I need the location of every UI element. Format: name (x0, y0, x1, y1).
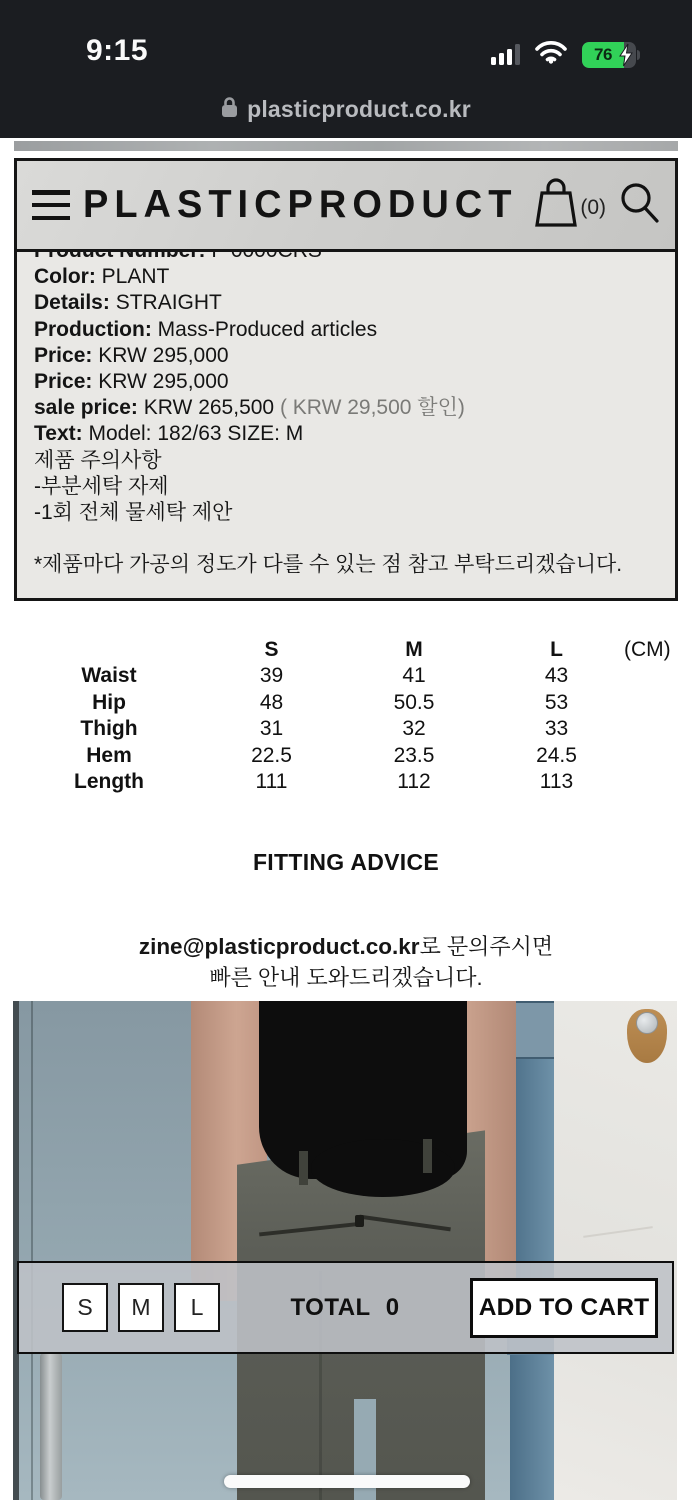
photo-door-handle (40, 1353, 62, 1500)
add-to-cart-button[interactable]: ADD TO CART (470, 1278, 658, 1338)
status-icons (491, 40, 640, 69)
photo-wall (554, 1001, 677, 1500)
col-header-s: S (264, 638, 279, 661)
photo-door-frame (510, 1001, 554, 1500)
total-value: 0 (385, 1293, 400, 1321)
photo-model-top-hem (311, 1139, 455, 1197)
col-header-l: L (550, 638, 563, 661)
detail-line: Color: PLANT (34, 265, 170, 289)
status-bar (0, 0, 692, 138)
contact-line1: zine@plasticproduct.co.kr로 문의주시면 (138, 934, 554, 959)
total-display (220, 1294, 470, 1322)
table-row: Length 111 112 113 (74, 770, 574, 794)
detail-line: -1회 전체 물세탁 제안 (34, 501, 233, 525)
size-button-l[interactable]: L (174, 1283, 220, 1332)
detail-line: Production: Mass-Produced articles (34, 317, 378, 341)
cart-bag-icon[interactable] (533, 177, 579, 234)
menu-icon[interactable] (32, 190, 70, 220)
detail-line (34, 526, 661, 552)
photo-zipper-pull (355, 1215, 364, 1227)
battery-icon (582, 42, 640, 68)
photo-belt-loop (423, 1139, 432, 1173)
size-button-m[interactable]: M (118, 1283, 164, 1332)
search-icon[interactable] (619, 181, 661, 230)
unit-label: (CM) (624, 638, 671, 661)
status-time: 9:15 (85, 34, 149, 67)
table-row: Hem 22.5 23.5 24.5 (86, 743, 577, 767)
home-indicator[interactable] (224, 1475, 470, 1488)
site-logo[interactable]: PLASTICPRODUCT (83, 183, 518, 226)
purchase-bar (17, 1261, 674, 1354)
page-peek-strip (14, 141, 678, 151)
detail-line: 제품 주의사항 (34, 448, 162, 472)
photo-belt-loop (299, 1151, 308, 1185)
charging-bolt-icon (618, 43, 634, 68)
size-selector (62, 1283, 220, 1332)
photo-keytag-ring (636, 1012, 658, 1034)
site-header (14, 158, 678, 252)
url-domain: plasticproduct.co.kr (247, 96, 471, 122)
contact-line2: 빠른 안내 도와드리겠습니다. (209, 965, 483, 990)
size-table-header (14, 637, 678, 663)
detail-line-note: *제품마다 가공의 정도가 다를 수 있는 점 참고 부탁드리겠습니다. (34, 553, 623, 577)
detail-line: -부분세탁 자제 (34, 474, 169, 498)
size-button-s[interactable]: S (62, 1283, 108, 1332)
contact-info (0, 931, 692, 993)
table-row: Hip 48 50.5 53 (92, 690, 569, 714)
url-bar[interactable] (0, 96, 692, 123)
table-row: Waist 39 41 43 (81, 664, 569, 688)
total-label: TOTAL (290, 1293, 371, 1321)
cart-count[interactable]: (0) (580, 196, 606, 219)
lock-icon (221, 96, 238, 123)
detail-line-sale: sale price: KRW 265,500 ( KRW 29,500 할인) (34, 396, 465, 420)
detail-line: Price: KRW 295,000 (34, 370, 229, 394)
detail-line: Text: Model: 182/63 SIZE: M (34, 422, 304, 446)
photo-door-edge (13, 1001, 19, 1500)
battery-percent: 76 (594, 44, 612, 64)
fitting-advice-title: FITTING ADVICE (252, 849, 440, 875)
cellular-signal-icon (491, 44, 520, 65)
detail-line: Price: KRW 295,000 (34, 343, 229, 367)
photo-door-seam (31, 1001, 33, 1500)
wifi-icon (534, 40, 568, 69)
col-header-m: M (405, 638, 423, 661)
contact-email: zine@plasticproduct.co.kr (138, 934, 420, 959)
table-row: Thigh 31 32 33 (80, 717, 569, 741)
detail-line: Details: STRAIGHT (34, 291, 222, 315)
size-table (14, 637, 678, 795)
discount-note: ( KRW 29,500 할인) (279, 396, 465, 420)
product-photo (13, 1001, 677, 1500)
